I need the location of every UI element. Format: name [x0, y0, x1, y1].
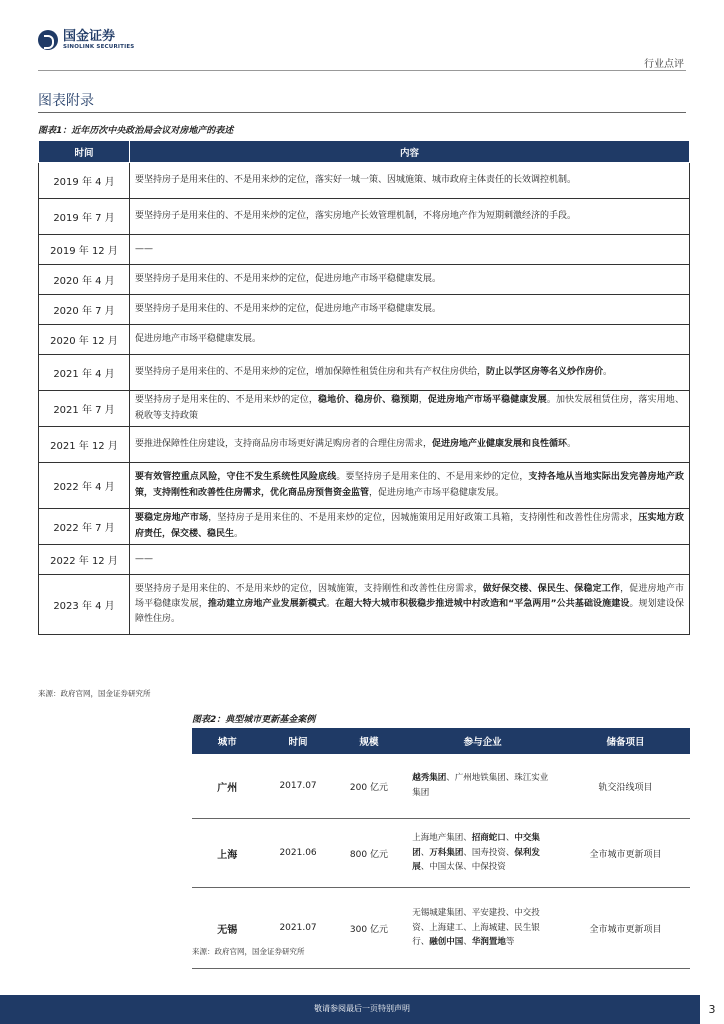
row-date: 2019 年 12 月: [39, 235, 130, 265]
row-content: [130, 427, 690, 463]
row-date: 2022 年 4 月: [39, 463, 130, 509]
content-text: 上海地产集团、: [412, 832, 472, 843]
logo-name-cn: 国金证券: [63, 29, 116, 44]
content-text: ——: [135, 553, 153, 564]
header-divider: [38, 70, 686, 71]
content-text: 、: [505, 832, 515, 843]
table-row: [39, 325, 690, 355]
content-text: 。加快发展租赁住房，落实用地、税收等支持政策: [135, 395, 684, 421]
row-date: 2020 年 4 月: [39, 265, 130, 295]
emphasis-text: 招商蛇口: [471, 832, 506, 843]
row-content: [130, 575, 690, 635]
row-content: [130, 163, 690, 199]
table2-header-scale: 规模: [334, 728, 405, 754]
row-date: 2021 年 12 月: [39, 427, 130, 463]
content-text: 、中国太保、中保投资: [420, 862, 506, 873]
row-project: 全市城市更新项目: [561, 888, 690, 969]
content-text: 要坚持房子是用来住的、不是用来炒的定位，促进房地产市场平稳健康发展。: [135, 303, 442, 314]
logo-mark-icon: [38, 30, 58, 50]
emphasis-text: 促进房地产业健康发展和良性循环: [432, 438, 568, 449]
content-text: ，坚持房子是用来住的、不是用来炒的定位，因城施策用足用好政策工具箱，支持刚性和改善性住房需求，: [208, 513, 639, 524]
emphasis-text: 中交集团: [412, 832, 540, 858]
emphasis-text: 做好保交楼、保民生、保稳定工作: [482, 583, 621, 594]
content-text: 无锡城建集团、平安建投、中交投资、上海建工、上海城建、民生银行、: [412, 907, 540, 948]
row-partners: [404, 754, 561, 819]
table-row: [192, 754, 690, 819]
row-date: 2023 年 4 月: [39, 575, 130, 635]
table2-header-time: 时间: [262, 728, 333, 754]
row-partners: [404, 819, 561, 888]
content-text: ，促进房地产市场平稳健康发展。: [369, 487, 505, 498]
content-text: 要坚持房子是用来住的、不是用来炒的定位，落实好一城一策、因城施策、城市政府主体责任的长效调控机制。: [135, 174, 577, 185]
row-content: [130, 265, 690, 295]
row-date: 2021 年 7 月: [39, 391, 130, 427]
content-text: ——: [135, 243, 153, 254]
page-number: 3: [700, 995, 724, 1024]
content-text: 。规划建设保障性住房。: [135, 598, 684, 625]
row-content: [130, 325, 690, 355]
table-row: [192, 819, 690, 888]
row-content: [130, 509, 690, 545]
content-text: 要坚持房子是用来住的、不是用来炒的定位，增加保障性租赁住房和共有产权住房供给，: [135, 366, 487, 377]
company-logo: [38, 30, 134, 51]
emphasis-text: 防止以学区房等名义炒作房价: [486, 366, 604, 377]
emphasis-text: 促进房地产市场平稳健康发展: [427, 395, 547, 406]
table-row: [39, 575, 690, 635]
row-city: 广州: [192, 754, 262, 819]
row-city: 无锡: [192, 888, 262, 969]
emphasis-text: 万科集团: [429, 847, 464, 858]
table-row: [39, 235, 690, 265]
emphasis-text: 越秀集团: [412, 773, 447, 784]
table2-header-city: 城市: [192, 728, 262, 754]
row-content: [130, 199, 690, 235]
table-row: [39, 545, 690, 575]
row-scale: 800 亿元: [334, 819, 405, 888]
content-text: 。: [326, 598, 336, 609]
content-text: ，促进房地产市场平稳健康发展，: [135, 583, 684, 609]
row-date: 2021 年 4 月: [39, 355, 130, 391]
row-content: [130, 355, 690, 391]
table-row: [39, 391, 690, 427]
emphasis-text: 稳地价、稳房价、稳预期: [318, 395, 419, 406]
content-text: 、国寿投资、: [463, 847, 515, 858]
content-text: 要推进保障性住房建设，支持商品房市场更好满足购房者的合理住房需求，: [135, 438, 433, 449]
content-text: 等: [505, 937, 515, 948]
row-time: 2017.07: [262, 754, 333, 819]
table-row: [39, 427, 690, 463]
content-text: 要坚持房子是用来住的、不是用来炒的定位，: [135, 395, 319, 406]
content-text: 要坚持房子是用来住的、不是用来炒的定位，促进房地产市场平稳健康发展。: [135, 273, 442, 284]
row-project: 轨交沿线项目: [561, 754, 690, 819]
table-row: [39, 509, 690, 545]
row-date: 2019 年 7 月: [39, 199, 130, 235]
table-row: [39, 463, 690, 509]
logo-name-en: SINOLINK SECURITIES: [63, 44, 135, 50]
table2-header-projects: 储备项目: [561, 728, 690, 754]
table2-caption: 图表2：典型城市更新基金案例: [192, 715, 316, 725]
table1-source: 来源：政府官网，国金证券研究所: [38, 689, 151, 698]
table2-source: 来源：政府官网，国金证券研究所: [192, 947, 305, 956]
table1-caption: 图表1：近年历次中央政治局会议对房地产的表述: [38, 126, 234, 136]
row-scale: 200 亿元: [334, 754, 405, 819]
table-row: [39, 355, 690, 391]
emphasis-text: 支持各地从当地实际出发完善房地产政策，支持刚性和改善性住房需求，优化商品房预售资金监管: [135, 472, 684, 498]
table-row: [39, 265, 690, 295]
row-content: [130, 295, 690, 325]
content-text: 、: [463, 937, 472, 948]
emphasis-text: 推动建立房地产业发展新模式: [207, 598, 327, 609]
row-time: 2021.07: [262, 888, 333, 969]
footer-disclaimer: 敬请参阅最后一页特别声明: [314, 1004, 410, 1013]
content-text: 要坚持房子是用来住的、不是用来炒的定位，落实房地产长效管理机制，不将房地产作为短期刺激经济的手段。: [135, 210, 577, 221]
emphasis-text: 华润置地: [471, 937, 506, 948]
content-text: 、广州地铁集团、珠江实业集团: [412, 773, 549, 798]
emphasis-text: 要有效管控重点风险，守住不发生系统性风险底线: [135, 472, 337, 483]
content-text: 、: [420, 847, 430, 858]
doc-type: 行业点评: [644, 59, 684, 70]
section-title: 图表附录: [38, 93, 94, 109]
emphasis-text: 要稳定房地产市场: [135, 513, 209, 524]
row-date: 2022 年 7 月: [39, 509, 130, 545]
row-date: 2020 年 7 月: [39, 295, 130, 325]
emphasis-text: 压实地方政府责任，保交楼、稳民生: [135, 513, 684, 539]
content-text: ，: [418, 395, 428, 406]
content-text: 。: [234, 528, 244, 539]
table1-header-content: 内容: [130, 141, 690, 163]
content-text: 。: [603, 366, 613, 377]
table2-header-partners: 参与企业: [404, 728, 561, 754]
row-project: 全市城市更新项目: [561, 819, 690, 888]
row-content: [130, 235, 690, 265]
row-content: [130, 545, 690, 575]
row-time: 2021.06: [262, 819, 333, 888]
emphasis-text: 在超大特大城市积极稳步推进城中村改造和“平急两用”公共基础设施建设: [335, 598, 630, 609]
row-city: 上海: [192, 819, 262, 888]
row-partners: [404, 888, 561, 969]
row-date: 2019 年 4 月: [39, 163, 130, 199]
table-row: [39, 163, 690, 199]
table-row: [39, 295, 690, 325]
emphasis-text: 融创中国: [429, 937, 464, 948]
table1-header-date: 时间: [39, 141, 130, 163]
row-date: 2020 年 12 月: [39, 325, 130, 355]
content-text: 促进房地产市场平稳健康发展。: [135, 333, 262, 344]
politburo-statements-table: [38, 140, 690, 635]
content-text: 。要坚持房子是用来住的、不是用来炒的定位，: [336, 472, 529, 483]
row-scale: 300 亿元: [334, 888, 405, 969]
section-divider: [38, 112, 686, 113]
table-row: [39, 199, 690, 235]
row-content: [130, 463, 690, 509]
row-content: [130, 391, 690, 427]
urban-renewal-fund-table: [192, 728, 690, 969]
content-text: 要坚持房子是用来住的、不是用来炒的定位，因城施策，支持刚性和改善性住房需求，: [135, 583, 483, 594]
emphasis-text: 保利发展: [412, 847, 540, 873]
row-date: 2022 年 12 月: [39, 545, 130, 575]
content-text: 。: [567, 438, 577, 449]
